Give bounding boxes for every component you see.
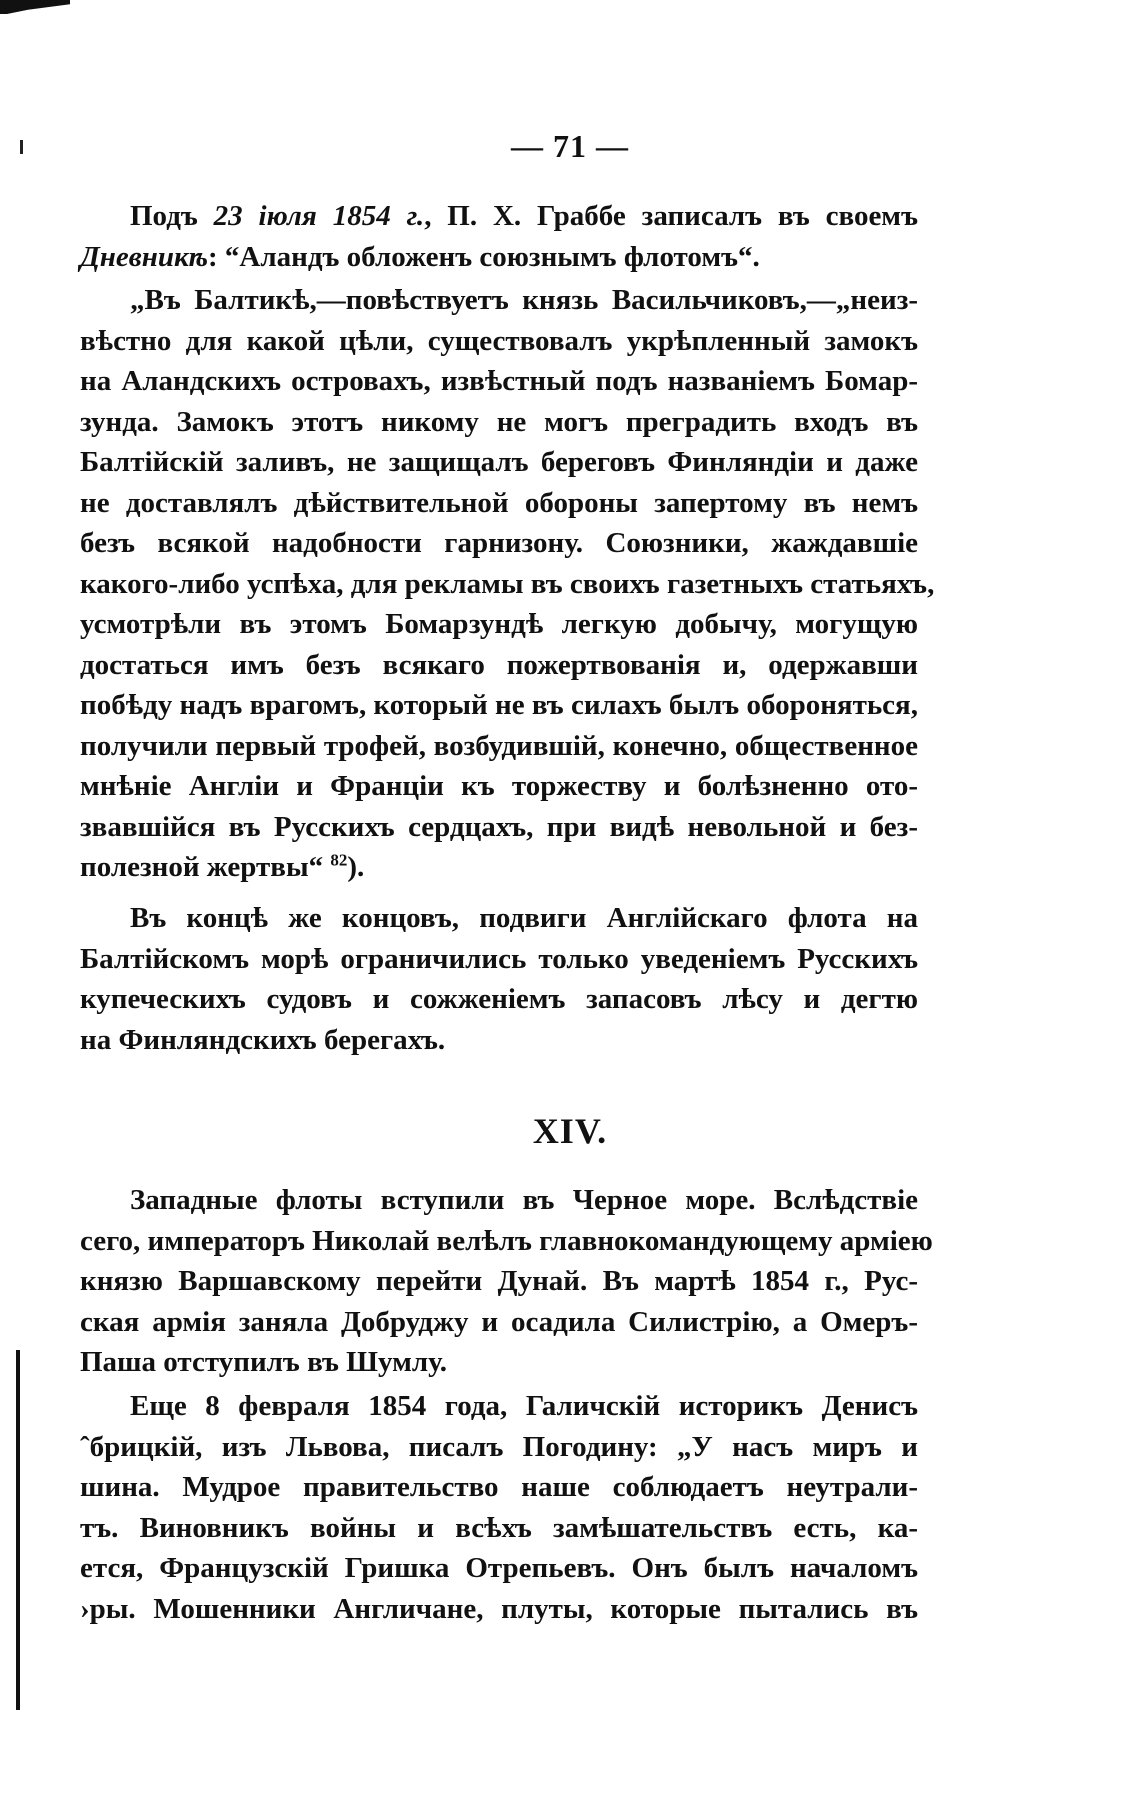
text-line: не доставлялъ дѣйствительной обороны запертому въ немъ xyxy=(80,486,918,519)
text-line: зунда. Замокъ этотъ никому не могъ преградить входъ въ xyxy=(80,405,918,438)
footnote-ref: 82 xyxy=(330,850,348,870)
text-line: тъ. Виновникъ войны и всѣхъ замѣшательствъ есть, ка- xyxy=(80,1511,918,1544)
text-line: побѣду надъ врагомъ, который не въ силахъ былъ обороняться, xyxy=(80,689,918,721)
text-line: получили первый трофей, возбудившій, конечно, общественное xyxy=(80,729,918,762)
text-line: шина. Мудрое правительство наше соблюдаетъ неутрали- xyxy=(80,1471,918,1503)
page-number: — 71 — xyxy=(511,128,629,164)
text-line: на Финляндскихъ берегахъ. xyxy=(80,1023,446,1056)
paragraph-vasilchikov-quote xyxy=(80,280,935,888)
text-line: мнѣніе Англіи и Франціи къ торжеству и болѣзненно ото- xyxy=(80,770,918,802)
text-line: звавшійся въ Русскихъ сердцахъ, при видѣ невольной и без- xyxy=(80,810,918,843)
text-line: сего, императоръ Николай велѣлъ главнокомандующему арміею xyxy=(80,1224,933,1257)
scan-artifact-left-edge xyxy=(16,1350,20,1710)
text-line: Паша отступилъ въ Шумлу. xyxy=(80,1346,448,1378)
text-line: ›ры. Мошенники Англичане, плуты, которые пытались въ xyxy=(80,1592,918,1625)
text-line: Подъ 23 іюля 1854 г., П. Х. Граббе записалъ въ своемъ xyxy=(130,200,918,232)
text-line: усмотрѣли въ этомъ Бомарзундѣ легкую добычу, могущую xyxy=(80,608,918,640)
paragraph-diary-entry xyxy=(80,196,918,277)
text-line: Дневникѣ: “Аландъ обложенъ союзнымъ флотомъ“. xyxy=(80,240,760,273)
text-line: вѣстно для какой цѣли, существовалъ укрѣпленный замокъ xyxy=(80,324,918,357)
text-line: Западные флоты вступили въ Черное море. Вслѣдствіе xyxy=(130,1184,918,1216)
section-heading: XIV. xyxy=(532,1111,608,1151)
text-line: полезной жертвы“ $^{82}$). xyxy=(80,850,365,883)
text-line: князю Варшавскому перейти Дунай. Въ мартѣ 1854 г., Рус- xyxy=(80,1265,918,1297)
text-line: Въ концѣ же концовъ, подвиги Англійскаго флота на xyxy=(130,902,918,934)
text-line: на Аландскихъ островахъ, извѣстный подъ названіемъ Бомар- xyxy=(80,365,918,397)
text-line: „Въ Балтикѣ,—повѣствуетъ князь Васильчиковъ,—„неиз- xyxy=(130,284,918,316)
text-line: безъ всякой надобности гарнизону. Союзники, жаждавшіе xyxy=(80,527,918,559)
text-line: какого-либо успѣха, для рекламы въ своихъ газетныхъ статьяхъ, xyxy=(80,567,935,600)
text-line: купеческихъ судовъ и сожженіемъ запасовъ лѣсу и дегтю xyxy=(80,983,918,1015)
text-line: Балтійскомъ морѣ ограничились только уведеніемъ Русскихъ xyxy=(80,942,918,975)
paragraph-black-sea xyxy=(80,1180,933,1383)
text-line: ˆбрицкій, изъ Львова, писалъ Погодину: „У насъ миръ и xyxy=(80,1430,918,1463)
paragraph-english-fleet xyxy=(80,898,918,1060)
text-line: ется, Французскій Гришка Отрепьевъ. Онъ былъ началомъ xyxy=(80,1552,918,1584)
text-line: Балтійскій заливъ, не защищалъ береговъ Финляндіи и даже xyxy=(80,446,918,478)
text-line: достаться имъ безъ всякаго пожертвованія и, одержавши xyxy=(80,648,918,681)
paragraph-pogodin-letter xyxy=(80,1386,918,1629)
text-line: Еще 8 февраля 1854 года, Галичскій историкъ Денисъ xyxy=(130,1390,918,1422)
scan-artifact-top xyxy=(0,0,70,14)
text-line: ская армія заняла Добруджу и осадила Силистрію, а Омеръ- xyxy=(80,1305,918,1338)
